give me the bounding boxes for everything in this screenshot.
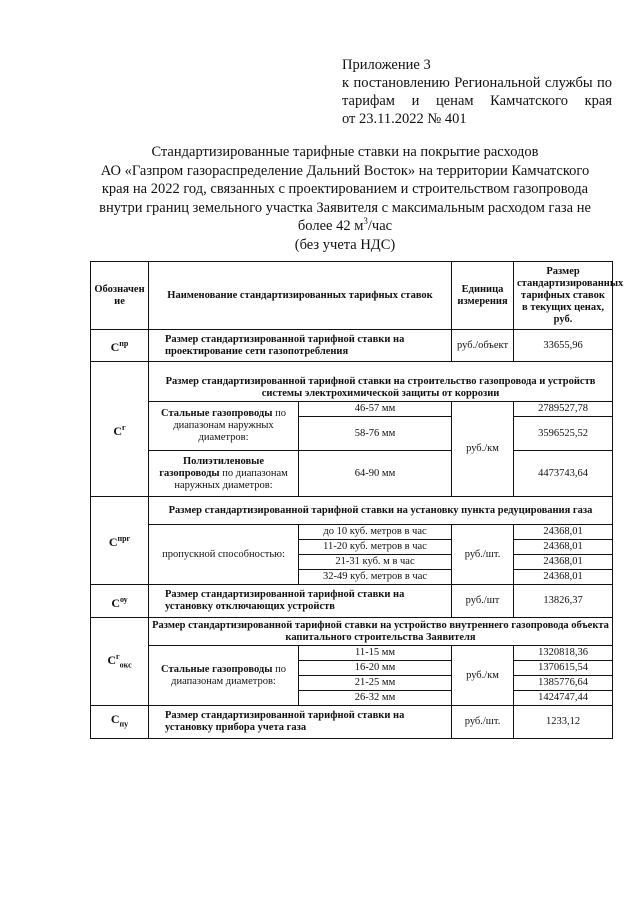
table-header-row [91, 262, 613, 330]
internal-label-rest: по диапазонам диаметров: [171, 663, 286, 687]
title-line-4: внутри границ земельного участка Заявителя с максимальным расходом газа не [99, 199, 591, 216]
appendix-number: Приложение 3 [342, 57, 431, 73]
value-meter: 1233,12 [514, 706, 613, 739]
unit-shutoff: руб./шт [452, 585, 514, 618]
poly-label-bold: Полиэтиленовые газопроводы [159, 455, 265, 479]
code-superscript: прг [117, 534, 131, 543]
capacity-value-2: 24368,01 [514, 540, 613, 555]
capacity-range-4: 32-49 куб. метров в час [299, 570, 452, 585]
header-unit: Единица измерения [452, 262, 514, 330]
capacity-label: пропускной способностью: [149, 525, 299, 585]
poly-value-1: 4473743,64 [514, 451, 613, 497]
table-row [91, 451, 613, 497]
table-row-shutoff [91, 585, 613, 618]
rate-name-meter: Размер стандартизированной тарифной ставки на установку прибора учета газа [149, 706, 452, 739]
steel-range-1: 46-57 мм [299, 402, 452, 417]
code-base: С [111, 595, 120, 610]
steel-label-bold: Стальные газопроводы [161, 408, 273, 419]
title-line-6: (без учета НДС) [294, 236, 396, 253]
internal-range-3: 21-25 мм [299, 676, 452, 691]
title-line-2: АО «Газпром газораспределение Дальний Восток» на территории Камчатского [100, 162, 590, 179]
table-row-construction-section [91, 362, 613, 402]
code-base: С [108, 535, 118, 549]
header-value: Размер стандартизированных тарифных ставок в текущих ценах, руб. [514, 262, 613, 330]
internal-label [149, 646, 299, 706]
rate-name-shutoff: Размер стандартизированной тарифной ставки на установку отключающих устройств [149, 585, 452, 618]
code-c-g [91, 362, 149, 497]
capacity-value-1: 24368,01 [514, 525, 613, 540]
steel-label [149, 402, 299, 451]
document-title [80, 143, 610, 254]
internal-value-3: 1385776,64 [514, 676, 613, 691]
section-internal: Размер стандартизированной тарифной ставки на устройство внутреннего газопровода объекта капитального строительства Заявителя [149, 618, 613, 646]
unit-reduction: руб./шт. [452, 525, 514, 585]
code-subscript: пу [119, 719, 129, 729]
table-row-meter [91, 706, 613, 739]
internal-value-2: 1370615,54 [514, 661, 613, 676]
code-c-pu [91, 706, 149, 739]
code-c-ou [91, 585, 149, 618]
code-c-pr [91, 330, 149, 362]
poly-label-rest: по диапазонам наружных диаметров: [174, 467, 288, 491]
section-construction: Размер стандартизированной тарифной ставки на строительство газопровода и устройств системы электрохимической защиты от коррозии [149, 362, 613, 402]
title-cubic-superscript: 3 [363, 216, 368, 227]
steel-range-2: 58-76 мм [299, 417, 452, 451]
value-shutoff: 13826,37 [514, 585, 613, 618]
header-code: Обозначение [91, 262, 149, 330]
table-row [91, 525, 613, 540]
unit-meter: руб./шт. [452, 706, 514, 739]
title-line-3: края на 2022 год, связанных с проектированием и строительством газопровода [101, 181, 589, 197]
table-row [91, 646, 613, 661]
capacity-value-3: 24368,01 [514, 555, 613, 570]
code-superscript: г [116, 652, 120, 662]
unit-design: руб./объект [452, 330, 514, 362]
internal-value-1: 1320818,36 [514, 646, 613, 661]
table-row-internal-section [91, 618, 613, 646]
rate-name-design: Размер стандартизированной тарифной ставки на проектирование сети газопотребления [149, 330, 452, 362]
capacity-value-4: 24368,01 [514, 570, 613, 585]
appendix-line-3: тарифам и ценам Камчатского края [342, 93, 612, 109]
section-reduction: Размер стандартизированной тарифной ставки на установку пункта редуцирования газа [149, 497, 613, 525]
poly-label [149, 451, 299, 497]
appendix-line-2: к постановлению Региональной службы по [342, 75, 612, 91]
header-name: Наименование стандартизированных тарифных ставок [149, 262, 452, 330]
poly-range-1: 64-90 мм [299, 451, 452, 497]
code-base: С [107, 653, 117, 668]
internal-range-1: 11-15 мм [299, 646, 452, 661]
code-c-g-oks [91, 618, 149, 706]
code-base: С [110, 712, 120, 727]
internal-label-bold: Стальные газопроводы [161, 663, 273, 675]
internal-value-4: 1424747,44 [514, 691, 613, 706]
capacity-range-2: 11-20 куб. метров в час [299, 540, 452, 555]
table-row-design [91, 330, 613, 362]
code-base: С [113, 423, 123, 438]
code-superscript: пр [119, 339, 129, 348]
internal-range-4: 26-32 мм [299, 691, 452, 706]
value-design: 33655,96 [514, 330, 613, 362]
steel-value-2: 3596525,52 [514, 417, 613, 451]
code-superscript: оу [119, 594, 128, 604]
title-line-5 [80, 217, 610, 236]
appendix-date: от 23.11.2022 № 401 [342, 111, 467, 127]
title-line-1: Стандартизированные тарифные ставки на покрытие расходов [151, 144, 539, 160]
table-row [91, 402, 613, 417]
title-per-hour: /час [367, 218, 393, 234]
steel-value-1: 2789527,78 [514, 402, 613, 417]
capacity-range-1: до 10 куб. метров в час [299, 525, 452, 540]
code-base: С [110, 340, 120, 354]
unit-internal: руб./км [452, 646, 514, 706]
capacity-range-3: 21-31 куб. м в час [299, 555, 452, 570]
unit-construction: руб./км [452, 402, 514, 497]
steel-label-rest: по диапазонам наружных диаметров: [173, 408, 286, 443]
code-c-prg [91, 497, 149, 585]
table-row-reduction-section [91, 497, 613, 525]
tariff-table [90, 261, 624, 739]
code-subscript: окс [119, 660, 132, 670]
internal-range-2: 16-20 мм [299, 661, 452, 676]
appendix-header [342, 56, 612, 128]
title-gas-volume: более 42 м [297, 218, 364, 234]
code-superscript: г [122, 422, 126, 432]
